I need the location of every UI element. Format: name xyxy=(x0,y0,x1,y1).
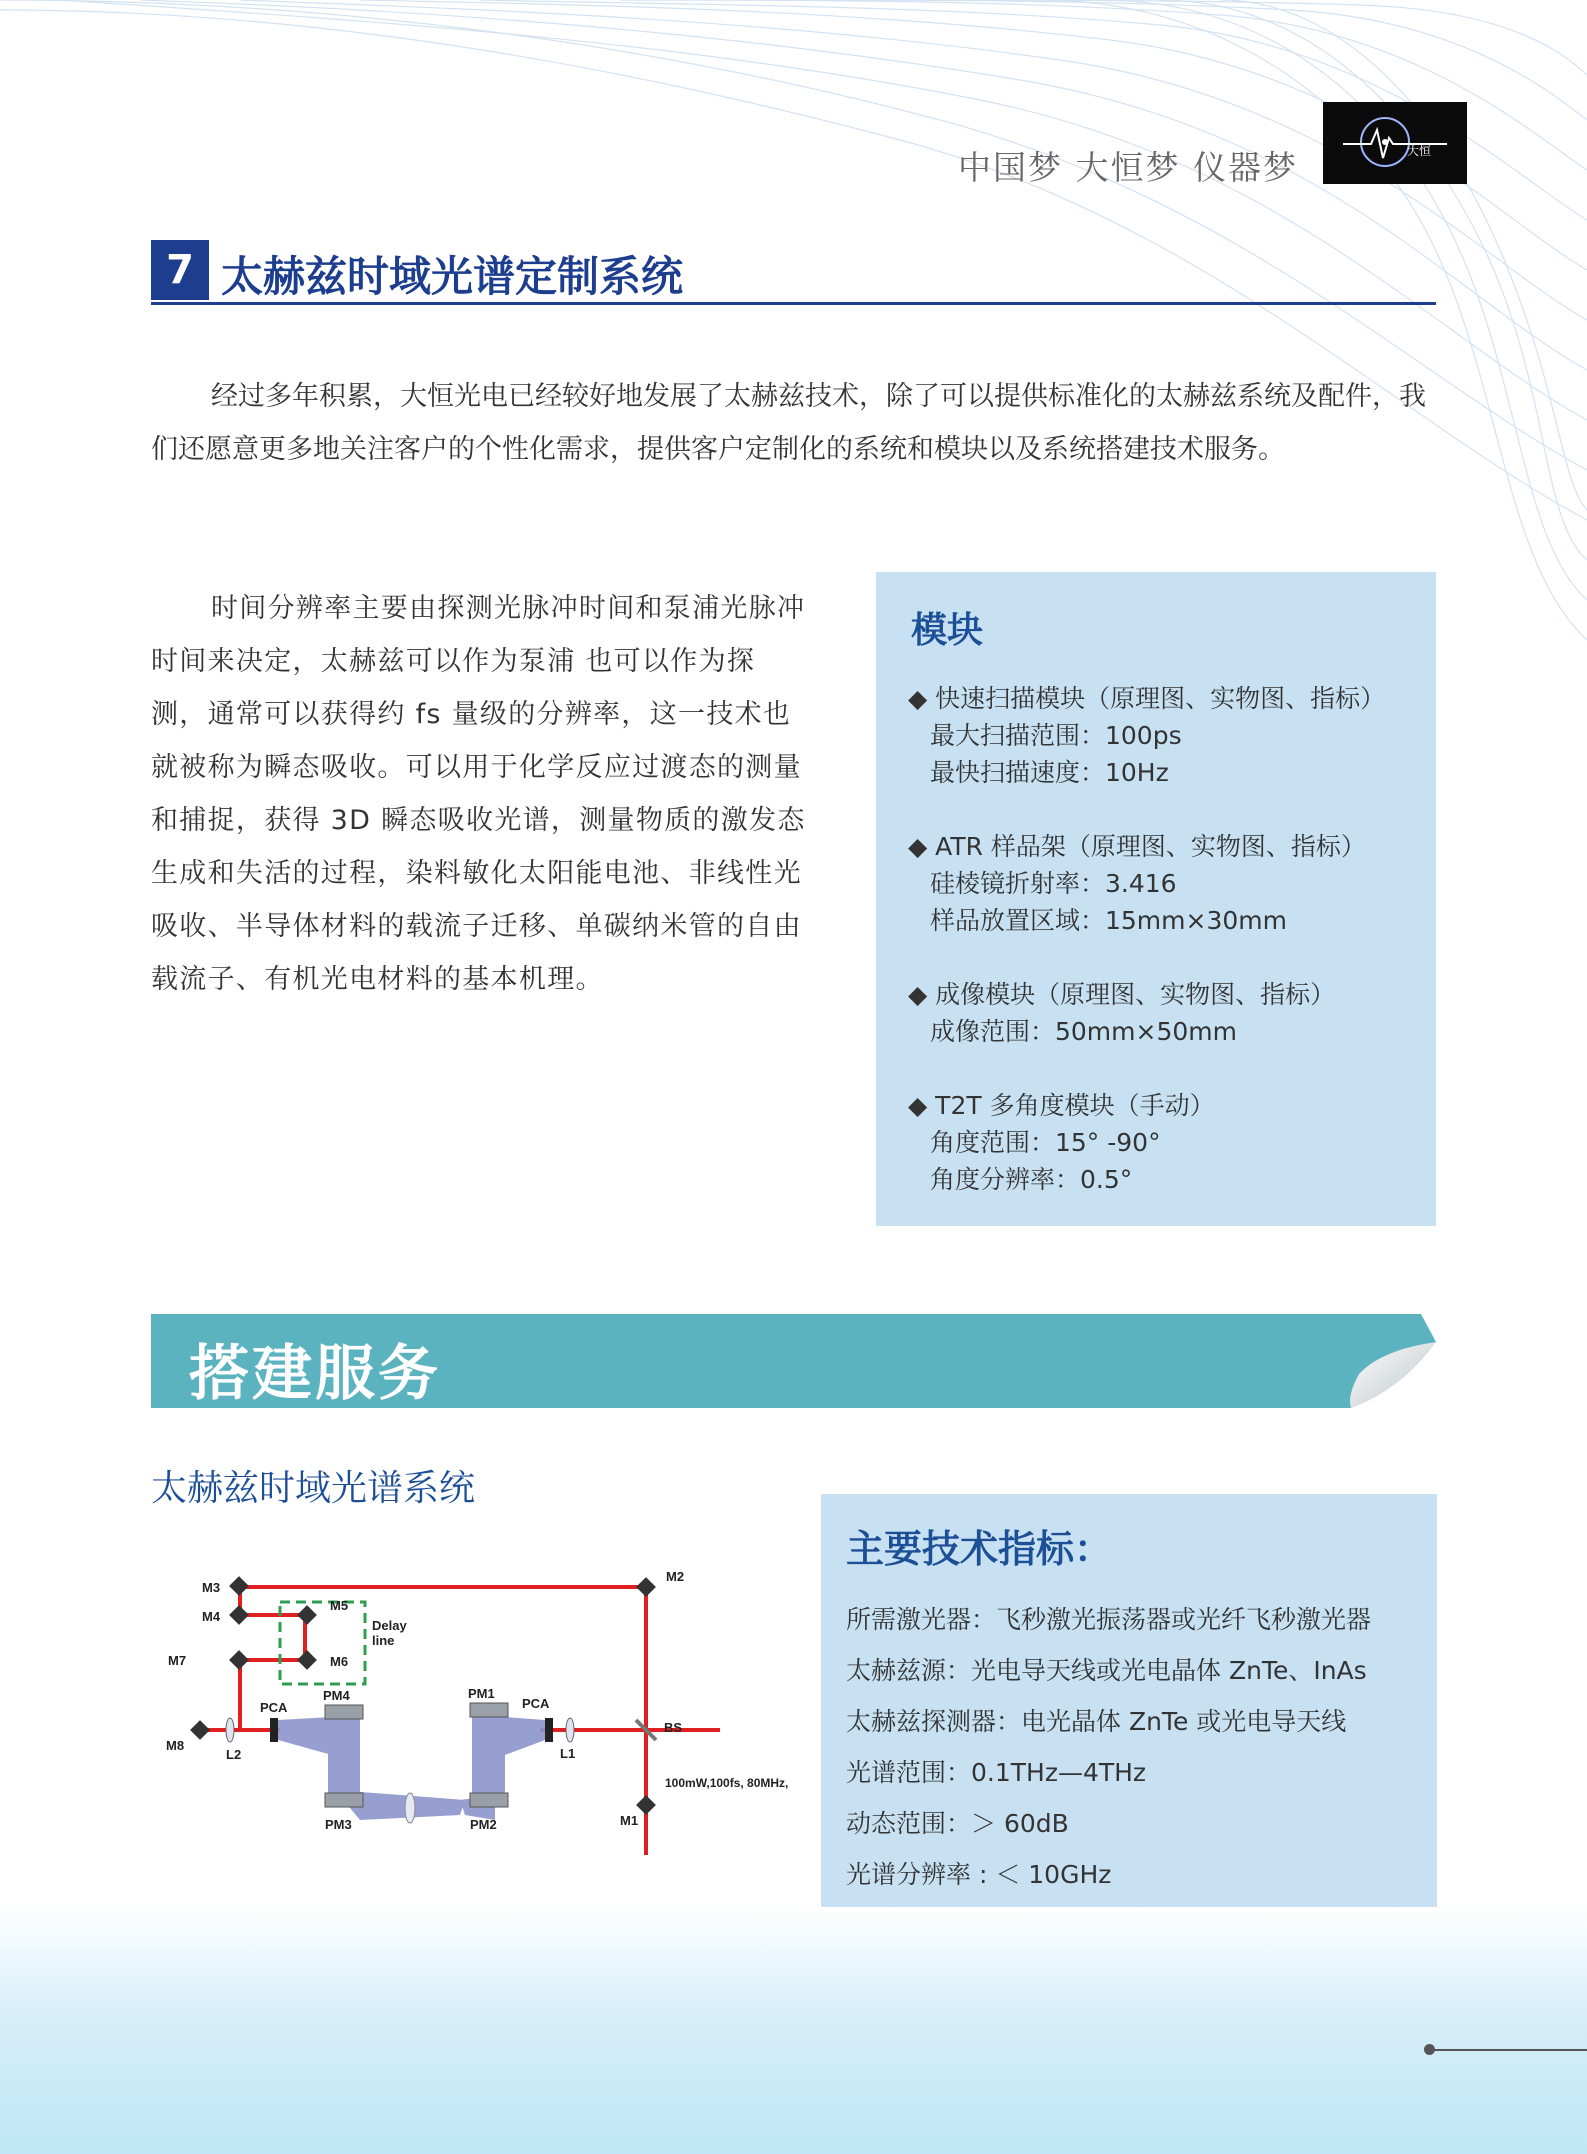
label-m5: M5 xyxy=(330,1598,349,1613)
pca-right-icon xyxy=(545,1718,553,1742)
label-m6: M6 xyxy=(330,1654,349,1669)
description-paragraph: 时间分辨率主要由探测光脉冲时间和泵浦光脉冲时间来决定，太赫兹可以作为泵浦 也可以作为探测，通常可以获得约 fs 量级的分辨率，这一技术也就被称为瞬态吸收。可以用于化学反应过渡态的测量和捕捉，获得 3D 瞬态吸收光谱，测量物质的激发态生成和失活的过程，染料敏化太阳能电池、非线性光吸收、半导体材料的载流子迁移、单碳纳米管的自由载流子、有机光电材料的基本机理。 xyxy=(151,593,806,995)
m4-icon xyxy=(229,1605,249,1625)
m8-icon xyxy=(190,1720,210,1740)
m6-icon xyxy=(297,1650,317,1670)
specs-title: 主要技术指标： xyxy=(846,1527,1113,1571)
modules-panel xyxy=(876,572,1436,1226)
spec-item: 光谱范围：0.1THz—4THz xyxy=(846,1758,1147,1787)
pm2-icon xyxy=(470,1793,508,1807)
specs-list xyxy=(846,1594,1371,1900)
pca-left-icon xyxy=(270,1718,278,1742)
module-heading: ◆ T2T 多角度模块（手动） xyxy=(908,1091,1215,1120)
module-item xyxy=(908,828,1428,939)
bottom-gradient xyxy=(0,1905,1587,2154)
m2-icon xyxy=(636,1577,656,1597)
company-logo xyxy=(1323,102,1467,184)
pm1-icon xyxy=(470,1703,508,1717)
label-m4: M4 xyxy=(202,1609,221,1624)
module-spec: 成像范围：50mm×50mm xyxy=(930,1017,1237,1046)
label-m1: M1 xyxy=(620,1813,639,1828)
section-number: 7 xyxy=(151,240,209,300)
label-m7: M7 xyxy=(168,1653,187,1668)
service-banner-title: 搭建服务 xyxy=(189,1339,441,1409)
spec-item: 所需激光器：飞秒激光振荡器或光纤飞秒激光器 xyxy=(846,1605,1372,1634)
m1-icon xyxy=(636,1795,656,1815)
module-spec: 样品放置区域：15mm×30mm xyxy=(930,906,1287,935)
label-line: line xyxy=(372,1633,395,1648)
module-spec: 硅棱镜折射率：3.416 xyxy=(930,869,1177,898)
section-title: 太赫兹时域光谱定制系统 xyxy=(221,252,684,301)
module-heading: ◆ ATR 样品架（原理图、实物图、指标） xyxy=(908,832,1366,861)
module-item xyxy=(908,680,1428,791)
label-bs: BS xyxy=(664,1720,683,1735)
modules-list xyxy=(908,680,1428,1235)
logo-emblem-icon xyxy=(1323,102,1467,184)
thz-lens-icon xyxy=(405,1793,415,1823)
label-pm2: PM2 xyxy=(470,1817,497,1832)
m5-icon xyxy=(297,1605,317,1625)
pm4-icon xyxy=(325,1705,363,1719)
label-l2: L2 xyxy=(226,1747,242,1762)
section-header xyxy=(151,240,1436,305)
spec-item: 太赫兹源：光电导天线或光电晶体 ZnTe、InAs xyxy=(846,1656,1367,1685)
module-spec: 最快扫描速度：10Hz xyxy=(930,758,1169,787)
label-l1: L1 xyxy=(560,1746,576,1761)
label-m2: M2 xyxy=(666,1569,685,1584)
module-spec: 角度分辨率：0.5° xyxy=(930,1165,1133,1194)
module-heading: ◆ 快速扫描模块（原理图、实物图、指标） xyxy=(908,684,1386,713)
label-pm3: PM3 xyxy=(325,1817,352,1832)
specs-panel xyxy=(821,1494,1437,1907)
label-m3: M3 xyxy=(202,1580,221,1595)
spec-item: 太赫兹探测器：电光晶体 ZnTe 或光电导天线 xyxy=(846,1707,1347,1736)
header-slogan: 中国梦 大恒梦 仪器梦 xyxy=(958,148,1298,187)
thz-system-diagram xyxy=(160,1555,810,1855)
mirrors xyxy=(190,1576,656,1815)
module-item xyxy=(908,1087,1428,1198)
l2-lens-icon xyxy=(226,1718,234,1742)
m3-icon xyxy=(229,1576,249,1596)
label-pca-left: PCA xyxy=(260,1700,288,1715)
label-pm4: PM4 xyxy=(323,1688,350,1703)
module-heading: ◆ 成像模块（原理图、实物图、指标） xyxy=(908,980,1336,1009)
module-spec: 最大扫描范围：100ps xyxy=(930,721,1182,750)
label-m8: M8 xyxy=(166,1738,185,1753)
label-pm1: PM1 xyxy=(468,1686,495,1701)
module-item xyxy=(908,976,1428,1050)
service-banner xyxy=(151,1312,1436,1410)
label-laser: 100mW,100fs, 80MHz, xyxy=(665,1776,789,1790)
pm3-icon xyxy=(325,1793,363,1807)
intro-paragraph: 经过多年积累，大恒光电已经较好地发展了太赫兹技术，除了可以提供标准化的太赫兹系统及配件，我们还愿意更多地关注客户的个性化需求，提供客户定制化的系统和模块以及系统搭建技术服务。 xyxy=(151,381,1426,465)
m7-icon xyxy=(229,1650,249,1670)
logo-text: 大恒 xyxy=(1407,144,1432,158)
page-marker-line xyxy=(1428,2049,1587,2051)
module-spec: 角度范围：15° -90° xyxy=(930,1128,1161,1157)
modules-title: 模块 xyxy=(911,610,984,651)
l1-lens-icon xyxy=(566,1718,574,1742)
system-subtitle: 太赫兹时域光谱系统 xyxy=(151,1468,476,1509)
label-delay: Delay xyxy=(372,1618,407,1633)
spec-item: 光谱分辨率 : ＜ 10GHz xyxy=(846,1860,1112,1889)
label-pca-right: PCA xyxy=(522,1696,550,1711)
spec-item: 动态范围：＞ 60dB xyxy=(846,1809,1069,1838)
